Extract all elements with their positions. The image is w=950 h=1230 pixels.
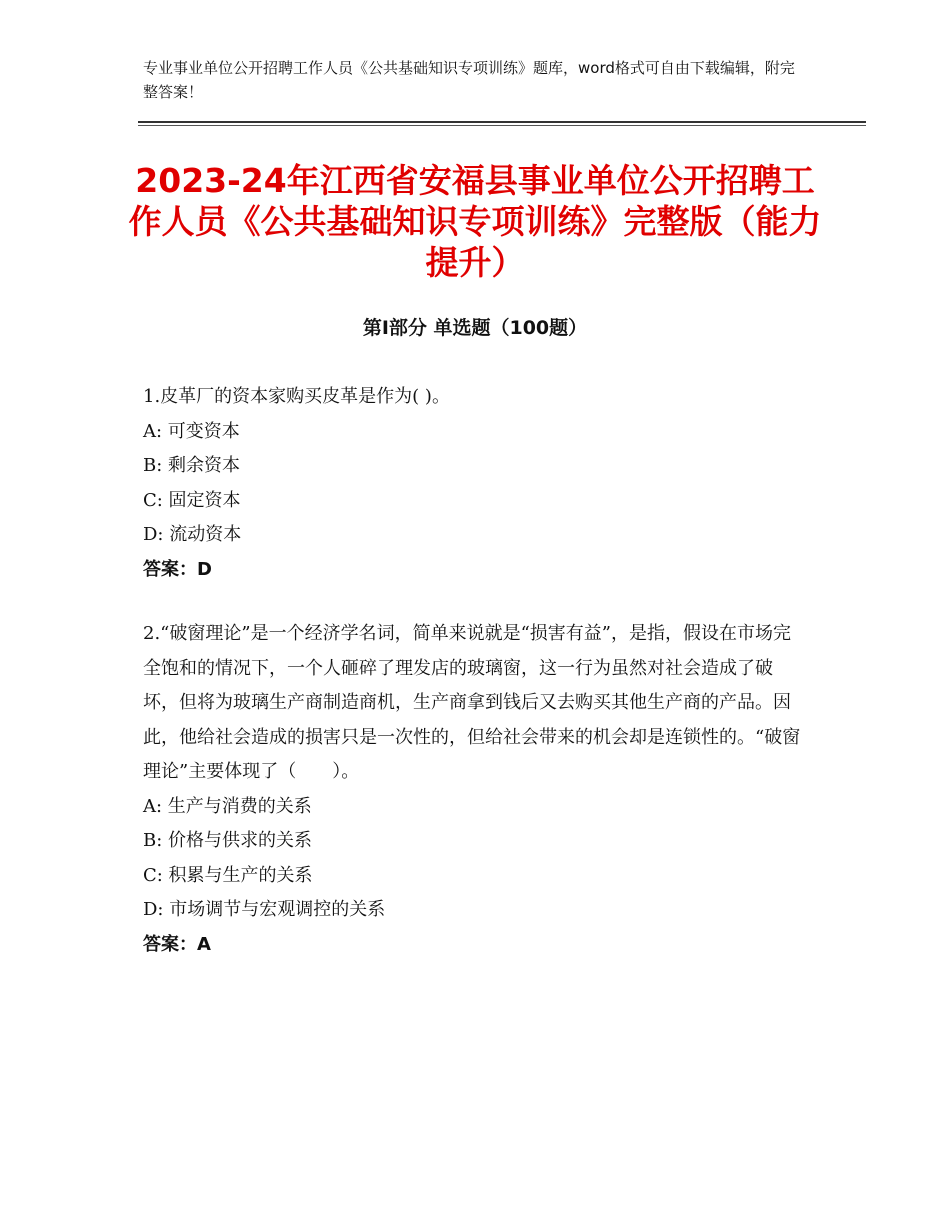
option-a: A: 生产与消费的关系 [143, 795, 312, 817]
option-c: C: 积累与生产的关系 [143, 864, 313, 886]
question-stem: 2.“破窗理论”是一个经济学名词，简单来说就是“损害有益”，是指，假设在市场完全饱和的情况下，一个人砸碎了理发店的玻璃窗，这一行为虽然对社会造成了破坏，但将为玻璃生产商制造商机，生产商拿到钱后又去购买其他生产商的产品。因此，他给社会造成的损害只是一次性的，但给社会带来的机会却是连锁性的。“破窗理论”主要体现了（ ）。 [143, 623, 801, 782]
option-b: B: 价格与供求的关系 [143, 830, 313, 851]
question-stem: 1.皮革厂的资本家购买皮革是作为( )。 [143, 386, 450, 407]
document-title: 2023-24年江西省安福县事业单位公开招聘工作人员《公共基础知识专项训练》完整版（能力提升） [128, 161, 822, 282]
answer: 答案：A [143, 933, 211, 955]
question-1 [143, 380, 803, 587]
header-divider-thin [138, 125, 866, 126]
header-note: 专业事业单位公开招聘工作人员《公共基础知识专项训练》题库，word格式可自由下载编辑，附完整答案！ [143, 59, 795, 101]
option-d: D: 流动资本 [143, 524, 242, 545]
header-divider-thick [138, 121, 866, 123]
option-c: C: 固定资本 [143, 489, 241, 511]
option-a: A: 可变资本 [143, 420, 240, 442]
section-title: 第I部分 单选题（100题） [362, 317, 588, 339]
option-d: D: 市场调节与宏观调控的关系 [143, 899, 386, 920]
answer: 答案：D [143, 558, 212, 580]
question-2 [143, 617, 803, 962]
option-b: B: 剩余资本 [143, 455, 241, 476]
